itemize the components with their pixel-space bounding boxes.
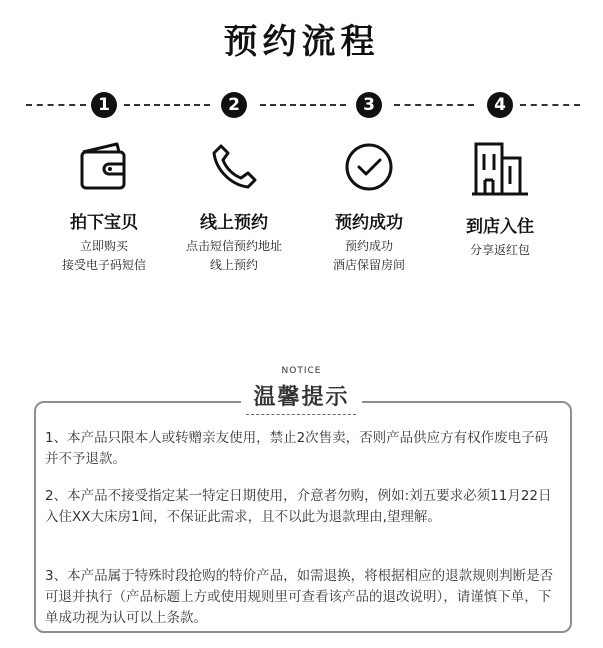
step-number-3: 3 [356, 92, 382, 118]
step-4 [430, 140, 570, 260]
step-3-desc-line1: 预约成功 [344, 239, 393, 253]
notice-title-underline [246, 414, 356, 415]
wallet-icon [77, 140, 131, 194]
dash-divider [520, 104, 580, 106]
notice-title-wrap [0, 380, 603, 411]
notice-title: 温馨提示 [241, 380, 361, 411]
step-1-title: 拍下宝贝 [70, 213, 138, 233]
notice-item-2: 2、本产品不接受指定某一特定日期使用，介意者勿购，例如:刘五要求必须11月22日入住XX大床房1间，不保证此需求，且不以此为退款理由,望理解。 [45, 488, 552, 525]
notice-item-1: 1、本产品只限本人或转赠亲友使用，禁止2次售卖，否则产品供应方有权作废电子码并不予退款。 [45, 430, 549, 467]
step-2-desc-line1: 点击短信预约地址 [185, 239, 282, 253]
dash-divider [260, 104, 346, 106]
dash-divider [124, 104, 210, 106]
step-3-desc-line2: 酒店保留房间 [332, 258, 405, 272]
step-number-4: 4 [487, 92, 513, 118]
step-2-desc-line2: 线上预约 [209, 258, 258, 272]
step-3 [299, 140, 439, 275]
notice-item-3: 3、本产品属于特殊时段抢购的特价产品，如需退换，将根据相应的退款规则判断是否可退并执行（产品标题上方或使用规则里可查看该产品的退改说明），请谨慎下单，下单成功视为认可以上条款。 [45, 568, 554, 626]
step-4-desc-line1: 分享返红包 [469, 243, 530, 257]
check-circle-icon [342, 140, 396, 194]
step-number-1: 1 [91, 92, 117, 118]
dash-divider [394, 104, 474, 106]
step-number-2: 2 [221, 92, 247, 118]
phone-icon [207, 140, 261, 194]
step-2-title: 线上预约 [200, 213, 268, 233]
page-title: 预约流程 [223, 22, 380, 62]
step-1-desc-line1: 立即购买 [79, 239, 128, 253]
notice-label: NOTICE [281, 366, 322, 376]
step-3-title: 预约成功 [335, 213, 403, 233]
step-4-title: 到店入住 [466, 217, 534, 237]
dash-divider [26, 104, 86, 106]
step-1-desc-line2: 接受电子码短信 [61, 258, 146, 272]
step-1 [34, 140, 174, 275]
step-2 [164, 140, 304, 275]
building-icon [470, 140, 530, 198]
